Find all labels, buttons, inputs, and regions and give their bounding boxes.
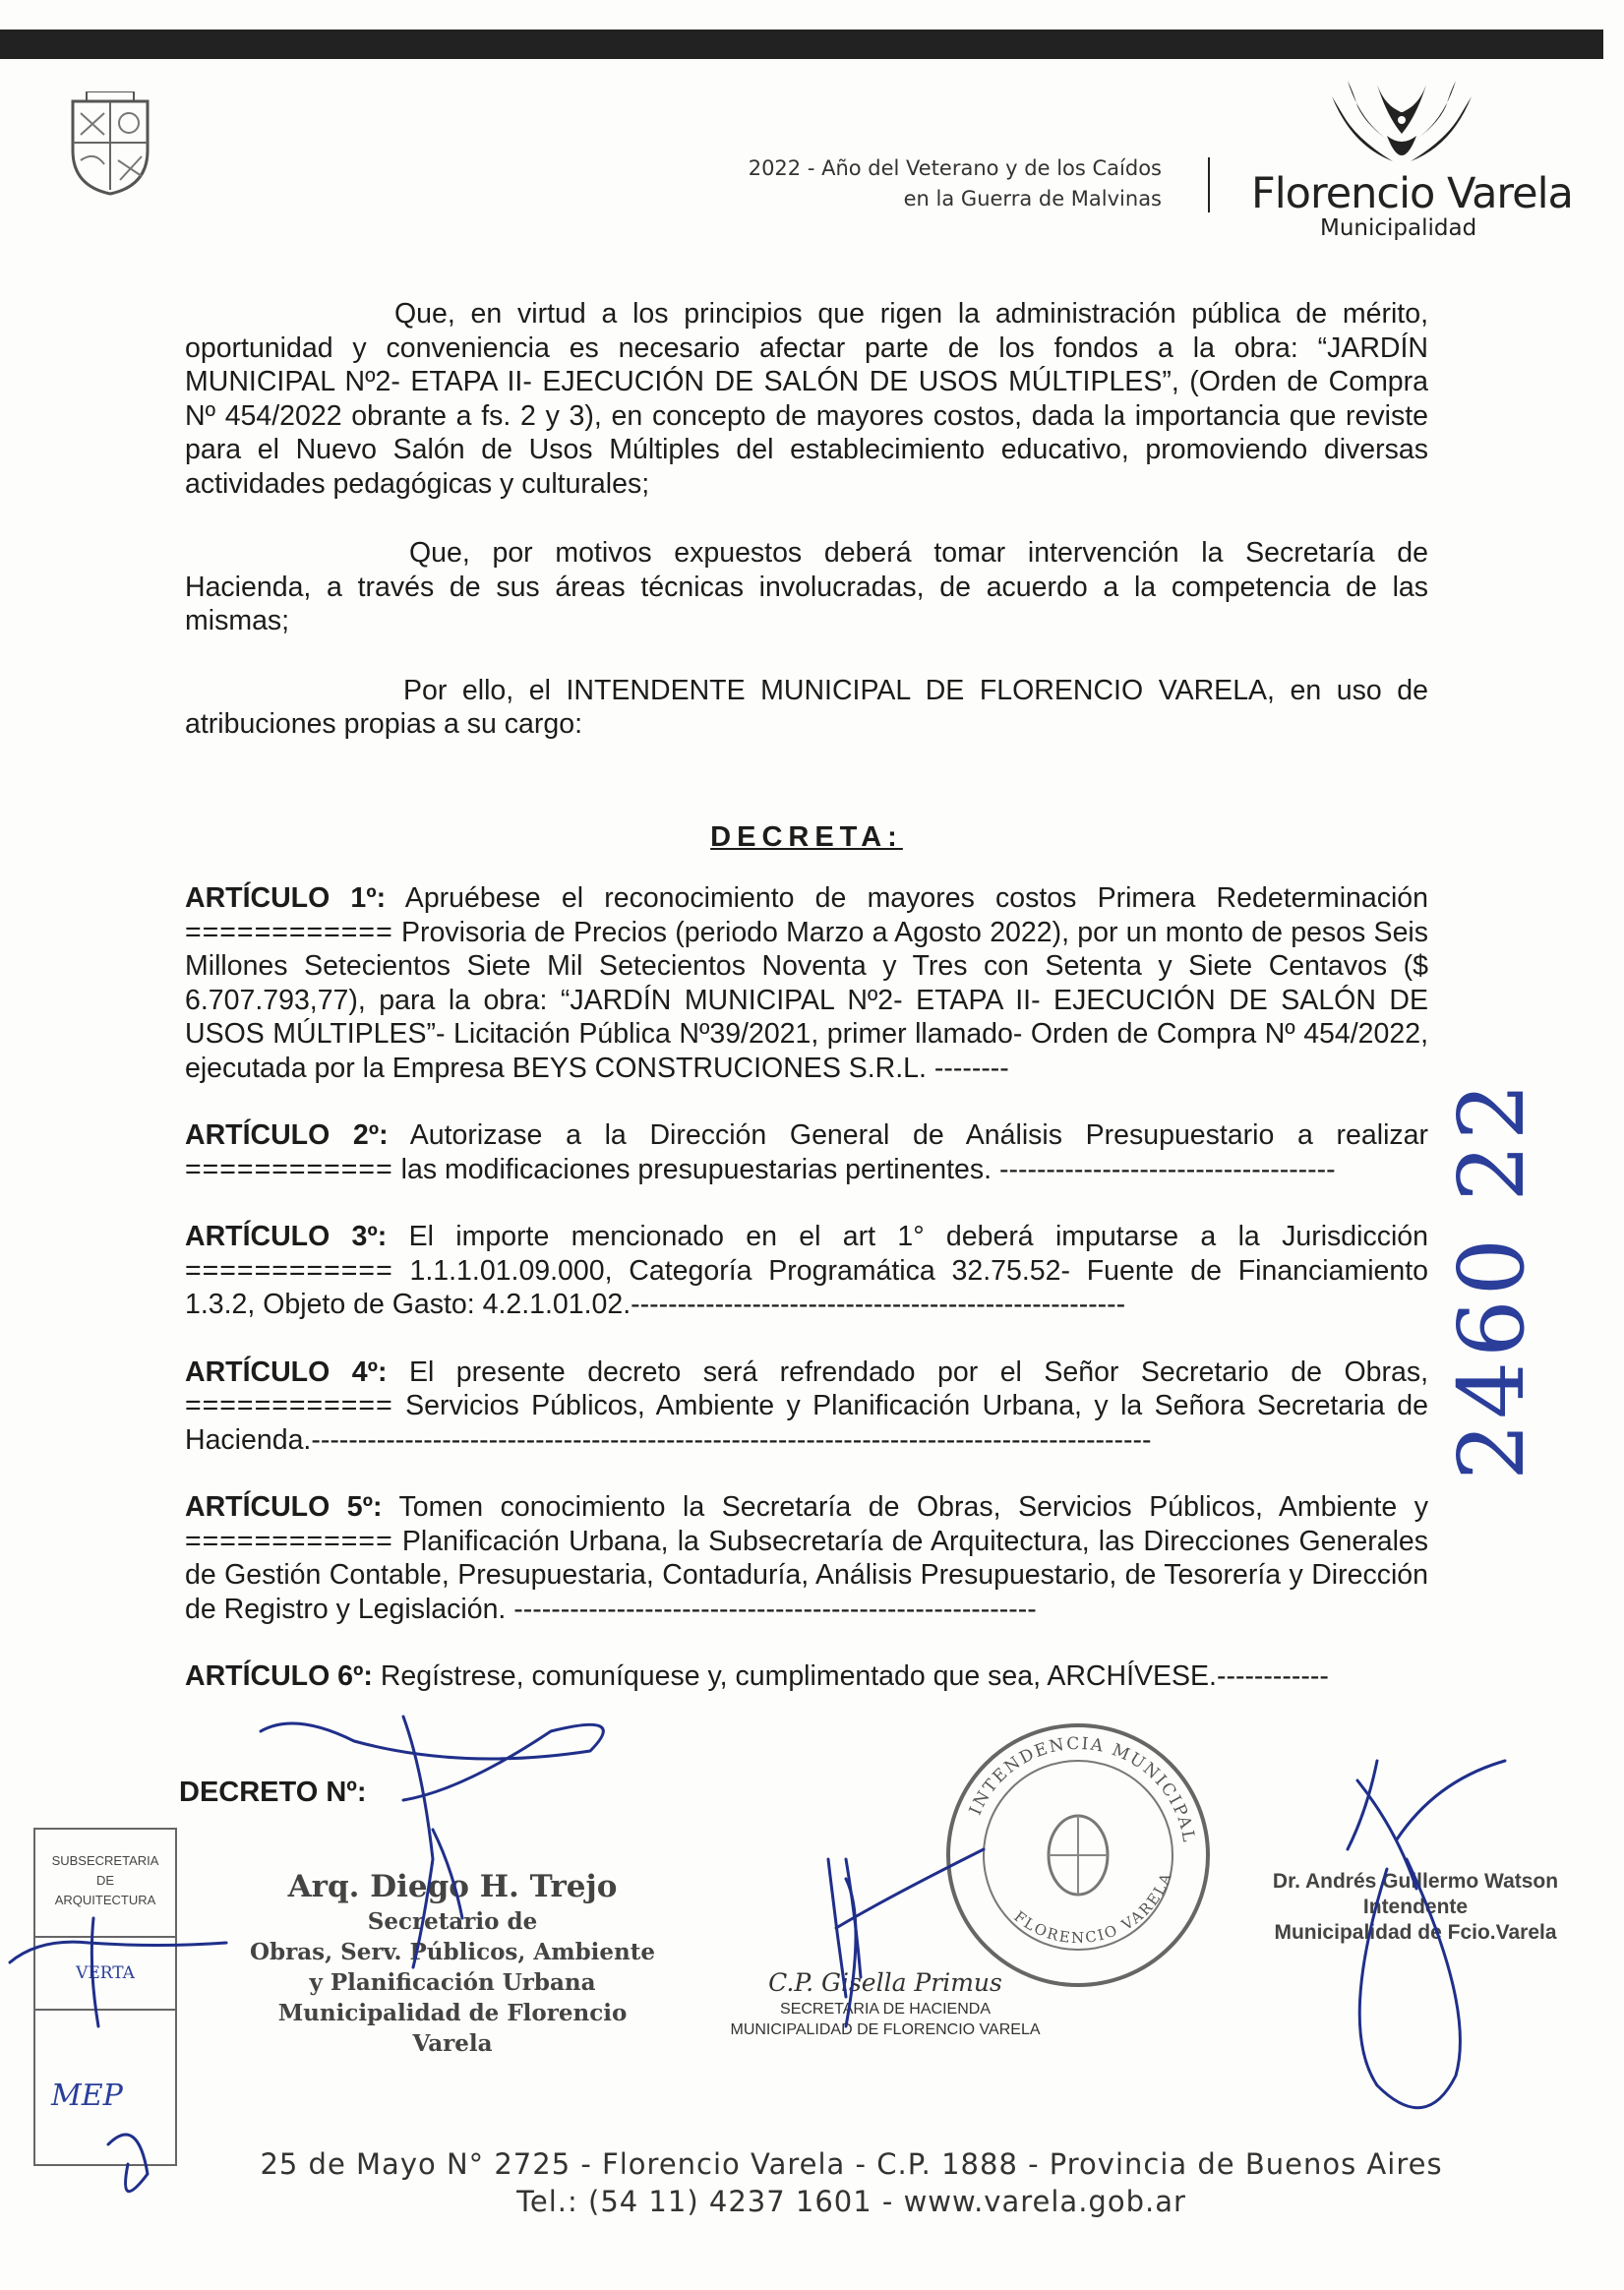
article-1-text-b: Provisoria de Precios (periodo Marzo a Agosto 2022), por un monto de pesos Seis Millones Setecientos Siete Mil Setecientos Noventa y Tres con Setenta y Siete Centavos ($ 6.707.793,77), para la obra: “JARDÍN MUNICIPAL Nº2- ETAPA II- EJECUCIÓN DE SALÓN DE USOS MÚLTIPLES”- Licitación Pública Nº39/2021, primer llamado- Orden de Compra Nº 454/2022, ejecutada por la Empresa BEYS CONSTRUCIONES S.R.L. --------: [185, 916, 1428, 1084]
brand-subtitle: Municipalidad: [1320, 215, 1477, 241]
article-2-text-a: Autorizase a la Dirección General de Análisis Presupuestario a realizar: [388, 1119, 1428, 1151]
municipality-logo-icon: [1328, 77, 1475, 175]
year-motto-line1: 2022 - Año del Veterano y de los Caídos: [748, 156, 1162, 180]
article-2: [185, 1118, 1428, 1186]
article-1-separator: ============: [185, 916, 393, 948]
article-4-text-a: El presente decreto será refrendado por el Señor Secretario de Obras,: [387, 1356, 1428, 1388]
top-black-bar: [0, 30, 1603, 59]
signature-block-primus: [698, 1967, 1072, 2040]
article-4-text-b: Servicios Públicos, Ambiente y Planificación Urbana, y la Señora Secretaria de Hacienda.------------------------------------------------------------------------------------------: [185, 1390, 1428, 1456]
signer-1-role-2: Obras, Serv. Públicos, Ambiente: [249, 1939, 656, 1965]
stamp-header: [35, 1830, 175, 1938]
signer-1-role-1: Secretario de: [367, 1908, 538, 1935]
decreto-number-label: DECRETO Nº:: [179, 1777, 367, 1808]
article-1-text-a: Apruébese el reconocimiento de mayores costos Primera Redeterminación: [386, 882, 1429, 914]
article-5-text-a: Tomen conocimiento la Secretaría de Obras, Servicios Públicos, Ambiente y: [382, 1491, 1428, 1523]
decree-number-text: 2460 22: [1439, 1078, 1544, 1480]
official-seal-icon: [939, 1717, 1217, 1994]
signer-2-name: C.P. Gisella Primus: [768, 1968, 1002, 1997]
signer-1-role-4: Municipalidad de Florencio Varela: [277, 2000, 628, 2057]
svg-text:FLORENCIO VARELA: [1010, 1869, 1175, 1947]
article-5-text-b: Planificación Urbana, la Subsecretaría de Arquitectura, las Direcciones Generales de Gestión Contable, Presupuestaria, Contaduría, Análisis Presupuestario, de Tesorería y Dirección de Registro y Legislación. --------------------------------------------------------: [185, 1525, 1428, 1625]
signer-3-role-1: Intendente: [1362, 1896, 1469, 1918]
article-5: [185, 1490, 1428, 1626]
stamp-handwritten-1: VERTA: [35, 1938, 175, 2011]
stamp-cell-empty: [35, 2011, 175, 2129]
document-body: [185, 297, 1428, 1727]
stamp-line3: ARQUITECTURA: [54, 1893, 156, 1907]
article-1: [185, 881, 1428, 1085]
considerando-paragraph-1: Que, en virtud a los principios que rigen la administración pública de mérito, oportunidad y conveniencia es necesario afectar parte de los fondos a la obra: “JARDÍN MUNICIPAL Nº2- ETAPA II- EJECUCIÓN DE SALÓN DE USOS MÚLTIPLES”, (Orden de Compra Nº 454/2022 obrante a fs. 2 y 3), en concepto de mayores costos, dada la importancia que reviste para el Nuevo Salón de Usos Múltiples del establecimiento educativo, promoviendo diversas actividades pedagógicas y culturales;: [185, 298, 1428, 500]
brand-name: Florencio Varela: [1251, 169, 1573, 218]
article-4-separator: ============: [185, 1390, 393, 1421]
footer-contact: Tel.: (54 11) 4237 1601 - www.varela.gob.ar: [516, 2185, 1186, 2218]
year-motto-line2: en la Guerra de Malvinas: [903, 187, 1162, 211]
article-5-separator: ============: [185, 1525, 393, 1557]
article-2-separator: ============: [185, 1153, 393, 1185]
decreta-heading: DECRETA:: [710, 820, 903, 853]
arquitectura-stamp: [33, 1828, 177, 2166]
article-1-label: ARTÍCULO 1º:: [185, 882, 387, 914]
seal-bottom-text: FLORENCIO VARELA: [1010, 1869, 1176, 1948]
year-motto: [749, 153, 1162, 214]
signer-3-name: Dr. Andrés Guillermo Watson: [1272, 1870, 1559, 1893]
article-3-text-b: 1.1.1.01.09.000, Categoría Programática 32.75.52- Fuente de Financiamiento 1.3.2, Objeto de Gasto: 4.2.1.01.02.-----------------------------------------------------: [185, 1254, 1428, 1320]
article-6: [185, 1659, 1428, 1694]
handwritten-decree-number: [1434, 984, 1552, 1495]
header-divider: [1208, 157, 1210, 212]
article-3-separator: ============: [185, 1254, 393, 1287]
signer-1-role-3: y Planificación Urbana: [309, 1969, 596, 1996]
article-2-text-b: las modificaciones presupuestarias pertinentes. ------------------------------------: [392, 1153, 1336, 1185]
stamp-line1: SUBSECRETARIA: [51, 1853, 159, 1868]
seal-top-text: INTENDENCIA MUNICIPAL: [965, 1733, 1199, 1845]
footer-address: 25 de Mayo N° 2725 - Florencio Varela - C.P. 1888 - Provincia de Buenos Aires: [260, 2147, 1443, 2181]
article-4: [185, 1356, 1428, 1458]
signer-1-name: Arq. Diego H. Trejo: [287, 1869, 618, 1904]
coat-of-arms-icon: [67, 91, 153, 198]
signer-2-role-2: MUNICIPALIDAD DE FLORENCIO VARELA: [730, 2021, 1041, 2038]
signer-3-role-2: Municipalidad de Fcio.Varela: [1274, 1921, 1557, 1944]
signature-block-watson: [1257, 1869, 1574, 1946]
article-4-label: ARTÍCULO 4º:: [185, 1356, 388, 1388]
signature-block-trejo: [236, 1867, 669, 2059]
considerando-paragraph-3: Por ello, el INTENDENTE MUNICIPAL DE FLORENCIO VARELA, en uso de atribuciones propias a su cargo:: [185, 674, 1428, 740]
considerando-paragraph-2: Que, por motivos expuestos deberá tomar intervención la Secretaría de Hacienda, a través de sus áreas técnicas involucradas, de acuerdo a la competencia de las mismas;: [185, 537, 1428, 636]
article-2-label: ARTÍCULO 2º:: [185, 1119, 389, 1151]
article-6-label: ARTÍCULO 6º:: [185, 1660, 373, 1692]
article-3-text-a: El importe mencionado en el art 1° deberá imputarse a la Jurisdicción: [387, 1221, 1428, 1252]
stamp-line2: DE: [95, 1873, 115, 1888]
signer-2-role-1: SECRETARIA DE HACIENDA: [780, 2001, 991, 2018]
article-6-text-a: Regístrese, comuníquese y, cumplimentado que sea, ARCHÍVESE.------------: [372, 1660, 1329, 1692]
article-5-label: ARTÍCULO 5º:: [185, 1491, 383, 1523]
stamp-handwritten-2: MEP: [51, 2079, 123, 2113]
article-3: [185, 1220, 1428, 1322]
article-3-label: ARTÍCULO 3º:: [185, 1221, 388, 1252]
